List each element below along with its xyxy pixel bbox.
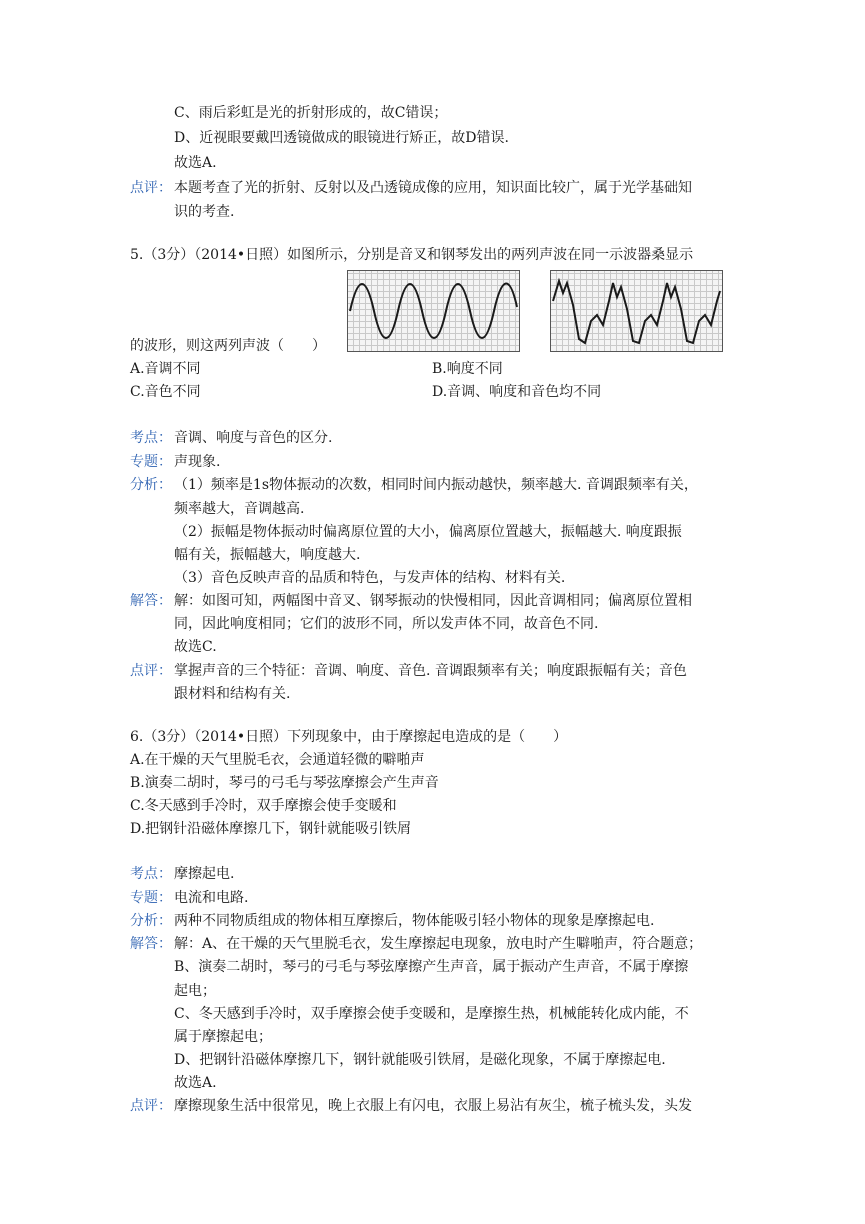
q5-option-a: A.音调不同 <box>130 361 201 377</box>
q6-dianping-label: 点评： <box>130 1098 172 1114</box>
tuning-fork-waveform <box>347 270 520 352</box>
piano-waveform <box>550 270 723 352</box>
q6-zhuanti-label: 专题： <box>130 890 172 906</box>
q6-kaodian-label: 考点： <box>130 866 172 882</box>
prev-comment-line1: 本题考查了光的折射、反射以及凸透镜成像的应用，知识面比较广，属于光学基础知 <box>174 180 692 196</box>
q6-jieda-label: 解答： <box>130 936 172 952</box>
q6-fenxi-label: 分析： <box>130 913 172 929</box>
q6-option-b: B.演奏二胡时，琴弓的弓毛与琴弦摩擦会产生声音 <box>130 775 439 791</box>
q5-jieda-label: 解答： <box>130 593 172 609</box>
q5-stem-line1: 5.（3分）（2014•日照）如图所示，分别是音叉和钢琴发出的两列声波在同一示波器桑显示 <box>130 247 694 263</box>
q6-dianping-line1: 摩擦现象生活中很常见，晚上衣服上有闪电，衣服上易沾有灰尘，梳子梳头发，头发 <box>174 1098 692 1114</box>
prev-comment-label: 点评： <box>130 180 172 196</box>
q5-fenxi-line4: 幅有关，振幅越大，响度越大. <box>174 547 361 563</box>
q5-fenxi-line5: （3）音色反映声音的品质和特色，与发声体的结构、材料有关. <box>174 570 566 586</box>
q5-jieda-line3: 故选C. <box>174 639 217 655</box>
q5-dianping-line1: 掌握声音的三个特征：音调、响度、音色. 音调跟频率有关；响度跟振幅有关；音色 <box>174 663 687 679</box>
q6-option-a: A.在干燥的天气里脱毛衣，会通道轻微的噼啪声 <box>130 752 425 768</box>
q6-kaodian: 摩擦起电. <box>174 866 235 882</box>
q5-kaodian: 音调、响度与音色的区分. <box>174 430 333 446</box>
q5-zhuanti-label: 专题： <box>130 454 172 470</box>
q5-option-d: D.音调、响度和音色均不同 <box>432 384 602 400</box>
q6-jieda-line3: 起电； <box>174 983 216 999</box>
q6-jieda-line2: B、演奏二胡时，琴弓的弓毛与琴弦摩擦产生声音，属于振动产生声音，不属于摩擦 <box>174 959 689 975</box>
q5-fenxi-line2: 频率越大，音调越高. <box>174 501 305 517</box>
q5-zhuanti: 声现象. <box>174 454 221 470</box>
q5-kaodian-label: 考点： <box>130 430 172 446</box>
q6-stem: 6.（3分）（2014•日照）下列现象中，由于摩擦起电造成的是（ ） <box>130 729 568 745</box>
q5-dianping-line2: 跟材料和结构有关. <box>174 686 291 702</box>
q5-dianping-label: 点评： <box>130 663 172 679</box>
q6-jieda-line6: D、把钢针沿磁体摩擦几下，钢针就能吸引铁屑，是磁化现象，不属于摩擦起电. <box>174 1052 666 1068</box>
q6-option-d: D.把钢针沿磁体摩擦几下，钢针就能吸引铁屑 <box>130 821 412 837</box>
q6-option-c: C.冬天感到手冷时，双手摩擦会使手变暖和 <box>130 798 397 814</box>
prev-answer: 故选A. <box>174 155 217 171</box>
q5-jieda-line2: 同，因此响度相同；它们的波形不同，所以发声体不同，故音色不同. <box>174 616 599 632</box>
q5-stem-line2: 的波形，则这两列声波（ ） <box>130 338 326 354</box>
prev-option-d: D、近视眼要戴凹透镜做成的眼镜进行矫正，故D错误. <box>174 130 509 146</box>
q6-fenxi: 两种不同物质组成的物体相互摩擦后，物体能吸引轻小物体的现象是摩擦起电. <box>174 913 655 929</box>
q5-option-b: B.响度不同 <box>432 361 503 377</box>
q5-option-c: C.音色不同 <box>130 384 201 400</box>
q6-jieda-line1: 解：A、在干燥的天气里脱毛衣，发生摩擦起电现象，放电时产生噼啪声，符合题意； <box>174 936 703 952</box>
q5-fenxi-line3: （2）振幅是物体振动时偏离原位置的大小，偏离原位置越大，振幅越大. 响度跟振 <box>174 524 682 540</box>
q5-jieda-line1: 解：如图可知，两幅图中音叉、钢琴振动的快慢相同，因此音调相同；偏离原位置相 <box>174 593 692 609</box>
prev-option-c: C、雨后彩虹是光的折射形成的，故C错误； <box>174 105 448 121</box>
q5-fenxi-label: 分析： <box>130 477 172 493</box>
q6-jieda-line5: 属于摩擦起电； <box>174 1029 272 1045</box>
q5-fenxi-line1: （1）频率是1s物体振动的次数，相同时间内振动越快，频率越大. 音调跟频率有关， <box>174 477 698 493</box>
q6-jieda-line4: C、冬天感到手冷时，双手摩擦会使手变暖和，是摩擦生热，机械能转化成内能，不 <box>174 1006 689 1022</box>
q6-jieda-line7: 故选A. <box>174 1075 217 1091</box>
q6-zhuanti: 电流和电路. <box>174 890 249 906</box>
prev-comment-line2: 识的考查. <box>174 204 235 220</box>
